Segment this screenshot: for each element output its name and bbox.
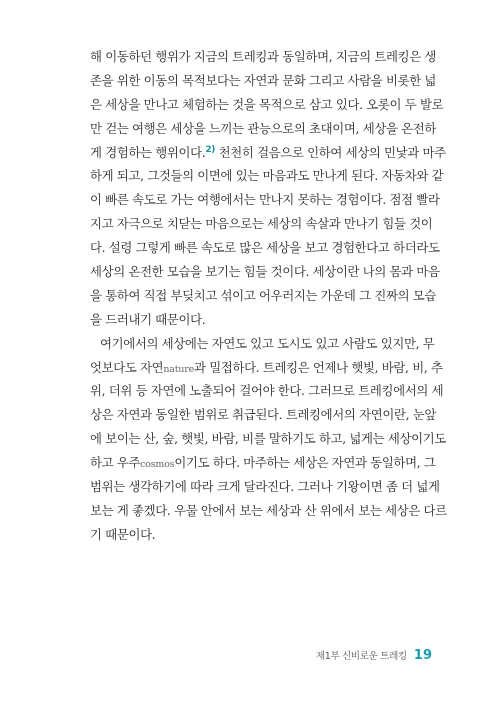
text-line-with-footnote <box>90 141 446 165</box>
text-line: 을 드러내기 때문이다. <box>90 311 206 327</box>
page-footer <box>316 648 432 663</box>
text-line: 하게 되고, 그것들의 이면에 있는 마음과도 만나게 된다. 자동차와 같 <box>90 168 444 184</box>
text-segment: 과 밀접하다. 트레킹은 언제나 햇빛, 바람, 비, 추 <box>194 359 443 375</box>
text-line-with-gloss <box>90 451 436 475</box>
text-line: 기 때문이다. <box>90 526 156 542</box>
text-line: 을 통하여 직접 부딪치고 섞이고 어우러지는 가운데 그 진짜의 모습 <box>90 287 437 303</box>
text-line: 이 빠른 속도로 가는 여행에서는 만나지 못하는 경험이다. 점점 빨라 <box>90 192 440 208</box>
text-line: 만 걷는 여행은 세상을 느끼는 관능으로의 초대이며, 세상을 온전하 <box>90 120 437 136</box>
text-line: 지고 자극으로 치닫는 마음으로는 세상의 속살과 만나기 힘들 것이 <box>90 216 433 232</box>
text-line: 다. 설령 그렇게 빠른 속도로 많은 세상을 보고 경험한다고 하더라도 <box>90 240 440 256</box>
text-line: 보는 게 좋겠다. 우물 안에서 보는 세상과 산 위에서 보는 세상은 다르 <box>90 502 447 518</box>
body-text <box>90 45 447 547</box>
gloss-nature: nature <box>163 363 194 375</box>
text-line: 에 보이는 산, 숲, 햇빛, 바람, 비를 말하기도 하고, 넓게는 세상이기도 <box>90 431 446 447</box>
text-line: 세상의 온전한 모습을 보기는 힘들 것이다. 세상이란 나의 몸과 마음 <box>90 264 440 280</box>
text-line: 해 이동하던 행위가 지금의 트레킹과 동일하며, 지금의 트레킹은 생 <box>90 49 437 64</box>
text-line: 위, 더위 등 자연에 노출되어 걸어야 한다. 그러므로 트레킹에서의 세 <box>90 383 444 399</box>
text-line: 은 세상을 만나고 체험하는 것을 목적으로 삼고 있다. 오롯이 두 발로 <box>90 96 444 112</box>
gloss-cosmos: cosmos <box>140 459 175 471</box>
text-line-with-gloss <box>90 356 443 380</box>
text-line: 범위는 생각하기에 따라 크게 달라진다. 그러나 기왕이면 좀 더 넓게 <box>90 479 440 495</box>
text-segment: 이기도 하다. 마주하는 세상은 자연과 동일하며, 그 <box>174 455 436 471</box>
text-segment: 엇보다도 자연 <box>90 359 164 375</box>
text-segment: 천천히 걸음으로 인하여 세상의 민낯과 마주 <box>215 144 446 160</box>
text-segment: 게 경험하는 행위이다. <box>90 144 206 160</box>
section-title: 제1부 신비로운 트레킹 <box>315 651 407 662</box>
text-segment: 하고 우주 <box>90 455 141 471</box>
text-line: 상은 자연과 동일한 범위로 취급된다. 트레킹에서의 자연이란, 눈앞 <box>90 407 437 423</box>
footnote-reference[interactable]: 2) <box>205 144 216 155</box>
paragraph-start-line: 여기에서의 세상에는 자연도 있고 도시도 있고 사람도 있지만, 무 <box>100 335 435 351</box>
page-number: 19 <box>413 648 432 663</box>
text-line: 존을 위한 이동의 목적보다는 자연과 문화 그리고 사람을 비롯한 넓 <box>90 72 437 88</box>
